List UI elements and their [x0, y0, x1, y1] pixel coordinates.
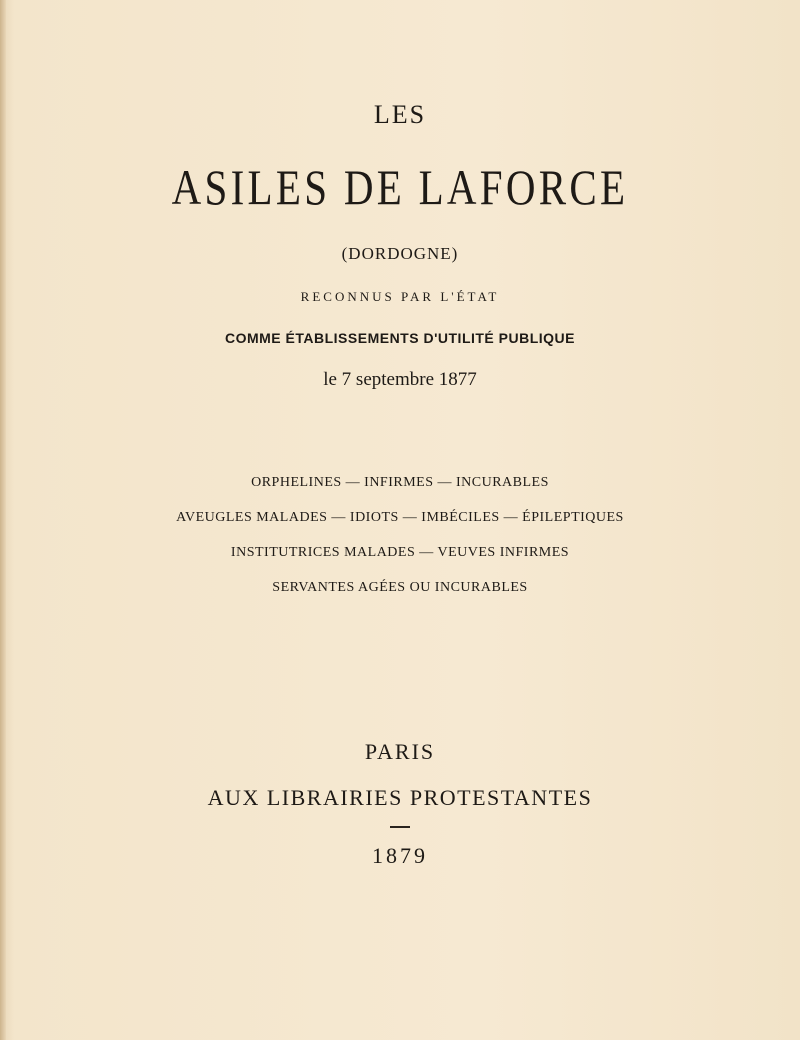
designation-line: COMME ÉTABLISSEMENTS D'UTILITÉ PUBLIQUE — [224, 330, 576, 346]
publication-city: PARIS — [364, 739, 436, 764]
separator-rule — [390, 826, 410, 828]
category-line: INSTITUTRICES MALADES — VEUVES INFIRMES — [230, 545, 570, 560]
recognition-line: RECONNUS PAR L'ÉTAT — [300, 289, 500, 304]
category-line: ORPHELINES — INFIRMES — INCURABLES — [251, 475, 549, 490]
recognition-date: le 7 septembre 1877 — [323, 369, 477, 390]
department-subtitle: (DORDOGNE) — [341, 244, 459, 263]
main-title: ASILES DE LAFORCE — [171, 159, 629, 215]
title-prefix: LES — [373, 100, 427, 129]
category-line: SERVANTES AGÉES OU INCURABLES — [272, 580, 528, 595]
publication-year: 1879 — [372, 843, 428, 868]
publisher: AUX LIBRAIRIES PROTESTANTES — [207, 785, 593, 810]
category-line: AVEUGLES MALADES — IDIOTS — IMBÉCILES — ÉPILEPTIQUES — [176, 510, 624, 525]
